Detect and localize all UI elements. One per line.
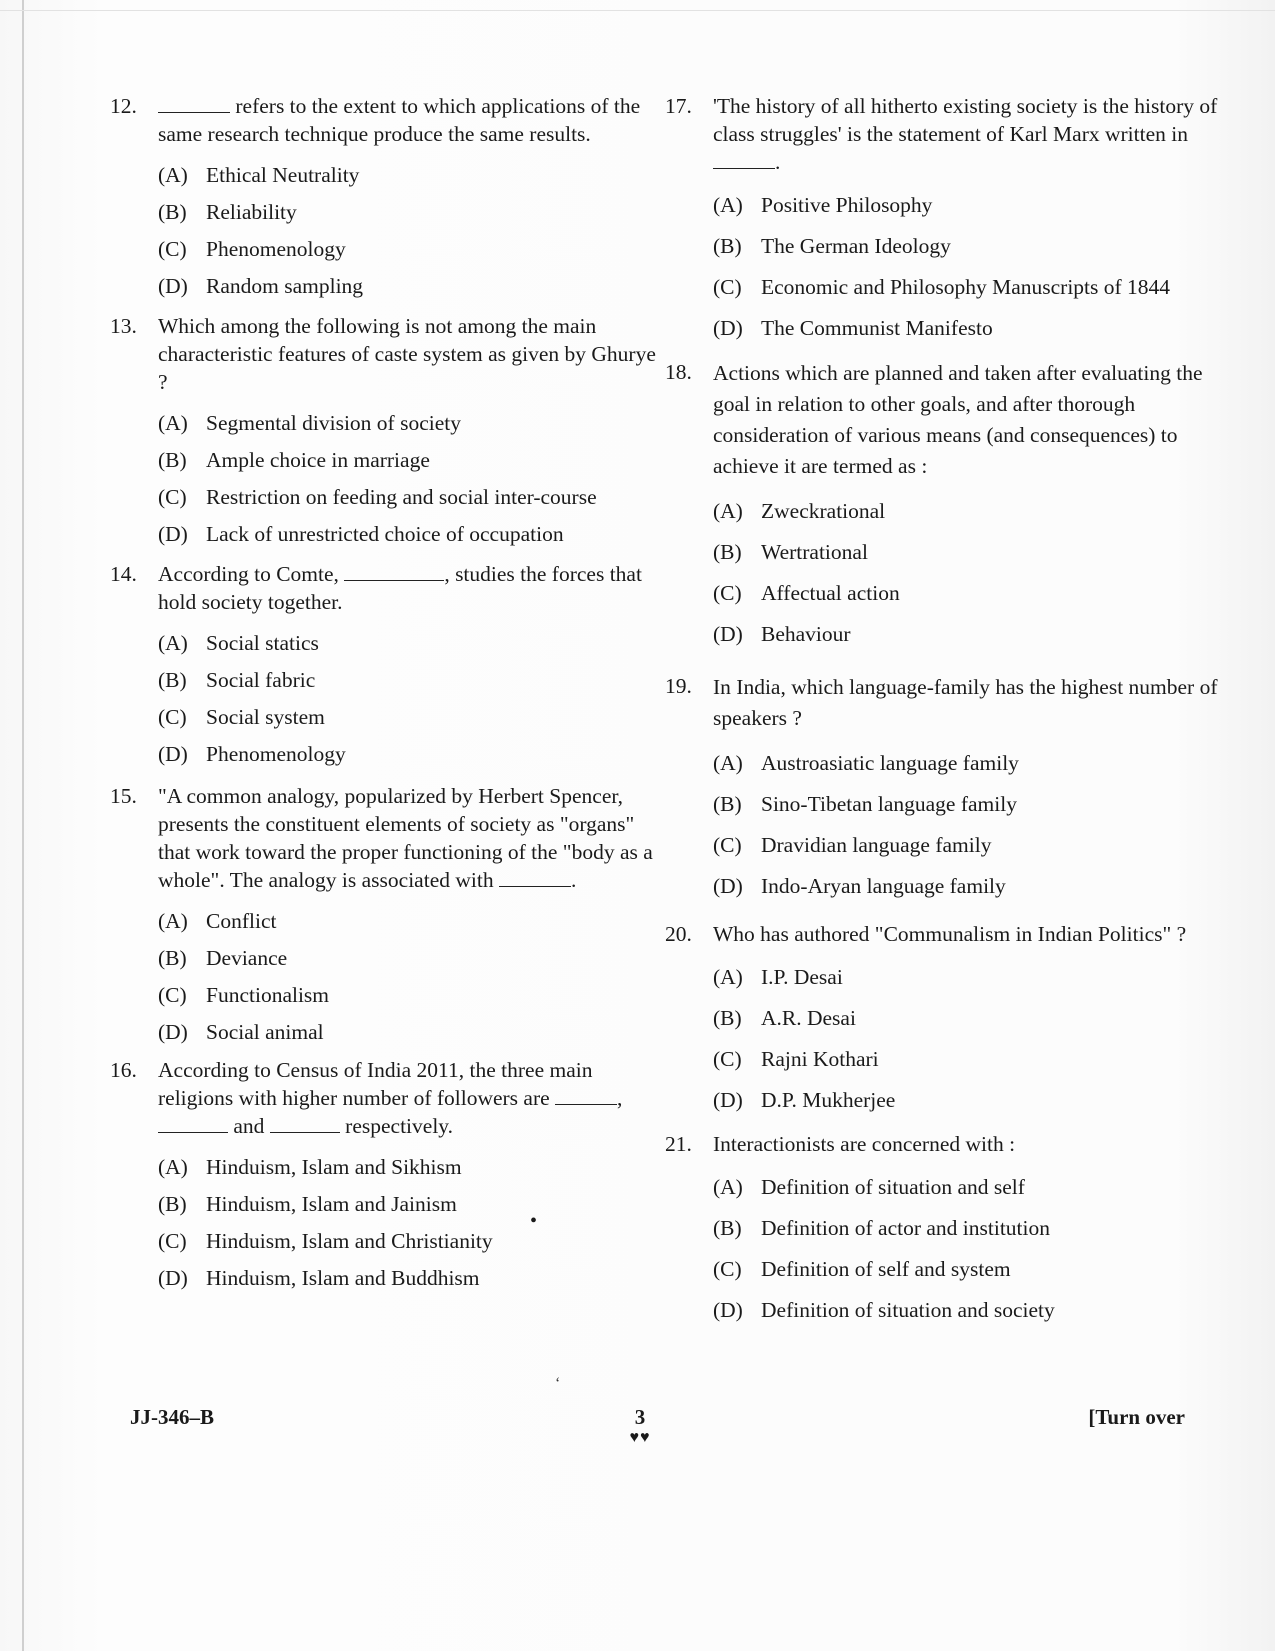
question-number: 15. [110,784,137,808]
option-d: (D) Phenomenology [158,741,346,766]
option-b: (B) Ample choice in marriage [158,447,430,472]
question-text: "A common analogy, popularized by Herbert Spencer, presents the constituent elements of society as "organs" that work toward the proper functioning of the "body as a whole". The analogy is associated with . [158,784,653,892]
question-number: 13. [110,314,137,338]
question-text: refers to the extent to which applications of the same research technique produce the same results. [158,94,641,146]
question-14 [110,560,665,772]
question-17 [665,92,1220,348]
option-c: (C) Affectual action [713,580,900,605]
question-number: 19. [665,674,692,698]
question-text: According to Comte, , studies the forces that hold society together. [158,562,642,614]
options-list [713,1166,1220,1330]
question-text: According to Census of India 2011, the three main religions with higher number of followers are , and respectively. [158,1058,623,1138]
question-number: 18. [665,360,692,384]
option-d: (D) The Communist Manifesto [713,315,993,340]
answer-blank [344,560,444,581]
answer-blank [270,1112,340,1133]
option-c: (C) Phenomenology [158,236,346,261]
stray-mark: • [530,1210,538,1232]
option-d: (D) Definition of situation and society [713,1297,1055,1322]
stray-tick-mark: ʻ [555,1375,561,1392]
hearts-icon: ♥♥ [629,1429,651,1446]
option-b: (B) Definition of actor and institution [713,1215,1051,1240]
options-list [158,624,665,772]
option-a: (A) Segmental division of society [158,410,461,435]
question-18 [665,358,1220,654]
option-a: (A) Hinduism, Islam and Sikhism [158,1154,462,1179]
option-a: (A) Positive Philosophy [713,192,933,217]
option-d: (D) Random sampling [158,273,364,298]
question-12 [110,92,665,304]
options-list [713,956,1220,1120]
option-b: (B) Deviance [158,945,288,970]
option-b: (B) Reliability [158,199,297,224]
options-list [158,902,665,1050]
question-13 [110,312,665,552]
question-text: In India, which language-family has the highest number of speakers ? [713,675,1218,730]
page-edge-shadow [22,0,24,1651]
option-d: (D) D.P. Mukherjee [713,1087,896,1112]
option-c: (C) Rajni Kothari [713,1046,879,1071]
question-number: 20. [665,922,692,946]
answer-blank [158,92,230,113]
option-a: (A) Conflict [158,908,277,933]
option-d: (D) Indo-Aryan language family [713,873,1006,898]
option-a: (A) I.P. Desai [713,964,843,989]
question-number: 14. [110,562,137,586]
paper-code: JJ-346–B [130,1405,214,1429]
option-b: (B) Social fabric [158,667,316,692]
question-19 [665,672,1220,906]
option-d: (D) Social animal [158,1019,324,1044]
options-list [158,1148,665,1296]
question-text: Interactionists are concerned with : [713,1132,1016,1156]
question-15 [110,782,665,1050]
option-a: (A) Ethical Neutrality [158,162,360,187]
option-b: (B) Sino-Tibetan language family [713,791,1017,816]
options-list [158,404,665,552]
option-c: (C) Economic and Philosophy Manuscripts of 1844 [713,274,1171,299]
page-number-block [625,1405,655,1446]
question-number: 12. [110,94,137,118]
option-c: (C) Hinduism, Islam and Christianity [158,1228,493,1253]
option-a: (A) Social statics [158,630,319,655]
page-number: 3 [634,1405,646,1429]
options-list [713,742,1220,906]
option-c: (C) Restriction on feeding and social inter-course [158,484,597,509]
option-b: (B) The German Ideology [713,233,951,258]
option-b: (B) Hinduism, Islam and Jainism [158,1191,457,1216]
options-list [713,490,1220,654]
option-b: (B) A.R. Desai [713,1005,856,1030]
option-a: (A) Zweckrational [713,498,886,523]
option-a: (A) Definition of situation and self [713,1174,1025,1199]
option-a: (A) Austroasiatic language family [713,750,1019,775]
right-column [665,92,1220,1330]
left-column [110,92,665,1296]
question-text: Actions which are planned and taken after evaluating the goal in relation to other goals, and after thorough consideration of various means (and consequences) to achieve it are termed as : [713,361,1203,478]
question-text: Which among the following is not among the main characteristic features of caste system as given by Ghurye ? [158,314,656,394]
answer-blank [158,1112,228,1133]
answer-blank [499,866,571,887]
option-c: (C) Definition of self and system [713,1256,1011,1281]
option-c: (C) Social system [158,704,325,729]
option-d: (D) Hinduism, Islam and Buddhism [158,1265,480,1290]
page-top-edge [0,10,1275,11]
option-d: (D) Behaviour [713,621,851,646]
question-16 [110,1056,665,1296]
question-21 [665,1130,1220,1330]
question-number: 16. [110,1058,137,1082]
question-number: 21. [665,1132,692,1156]
options-list [713,184,1220,348]
turn-over-label: [Turn over [1088,1405,1185,1429]
option-c: (C) Dravidian language family [713,832,992,857]
answer-blank [555,1084,617,1105]
question-number: 17. [665,94,692,118]
question-20 [665,920,1220,1120]
answer-blank [713,148,775,169]
option-c: (C) Functionalism [158,982,330,1007]
options-list [158,156,665,304]
question-text: Who has authored "Communalism in Indian Politics" ? [713,922,1187,946]
option-b: (B) Wertrational [713,539,868,564]
option-d: (D) Lack of unrestricted choice of occupation [158,521,564,546]
question-text: 'The history of all hitherto existing society is the history of class struggles' is the statement of Karl Marx written in . [713,94,1218,174]
